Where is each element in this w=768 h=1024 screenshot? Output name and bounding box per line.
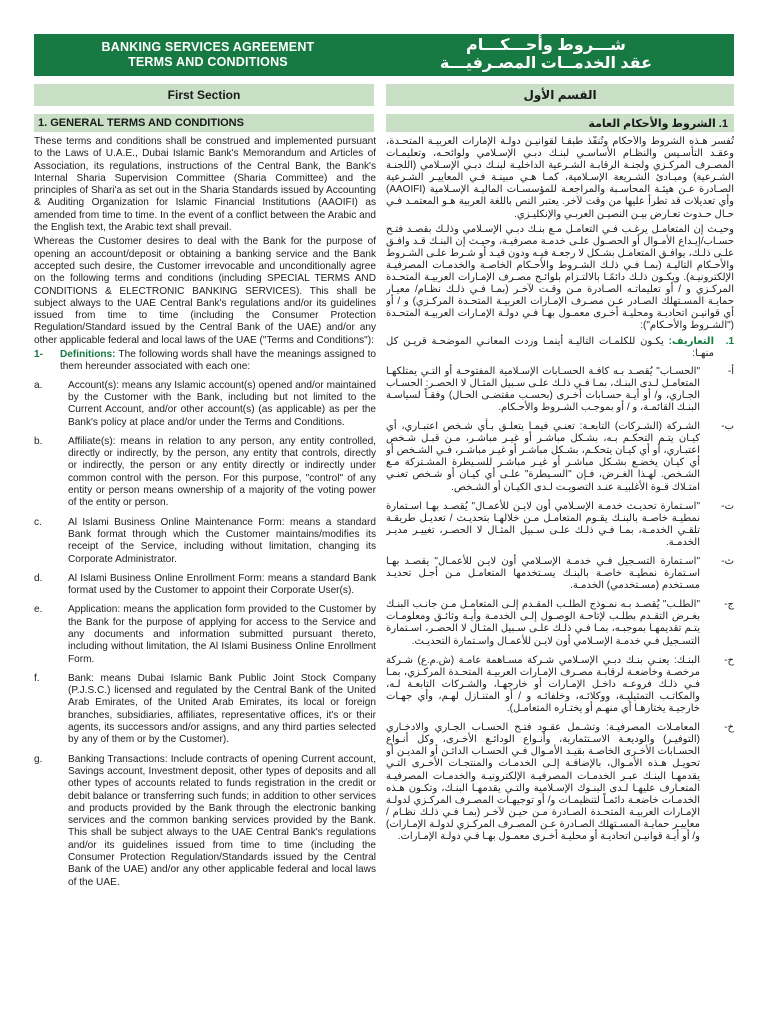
definition-item-ar (386, 421, 734, 494)
item-label: a. (34, 379, 43, 391)
item-label: f. (34, 672, 40, 684)
definition-item-ar (386, 556, 734, 592)
definition-item-ar (386, 501, 734, 549)
definition-item (34, 517, 376, 566)
item-text: Affiliate(s): means in relation to any person, any entity controlled, directly or indirectly, by the person, any entity that controls, directly or indirectly, the person or any entity directly or indirectly under common control with the person. For this purpose, "control" of any entity or person means ownership of a majority of the voting power of the entity or person. (68, 435, 376, 509)
item-label: d. (34, 572, 43, 584)
item-text-ar: المعامـلات المصرفيـة: وتشـمل عقـود فتـح الحسـاب الجـاري والادخـاري (التوفيـر) والوديعـة الاسـتثمارية، وأنـواع الودائـع الأخـرى، وكل أنـواع الحسـابات الأخـرى الخاصـة بقيـد الأمـوال فـي الحسـاب الدائـن أو المديـن أو تحويـل هـذه الأمـوال، بالإضافـة إلـى الخدمـات والمنتجـات الأخـرى التـي يقدمهـا البنـك عبـر الخدمـات المصرفيـة الإلكترونيـة والخدمـات المصرفيـة المتعـارف عليهـا لـدى البنـوك الإسـلامية والتـي يقدمهـا البنـك، وتكـون هـذه الخدمـات خاضعـة دائمـاً لتنظيمـات و/ أو توجيهـات المصـرف المركـزي لدولـة الإمـارات العربيـة المتحـدة الصـادرة مـن حيـن لآخـر (بمـا فـي ذلـك نظـام / معاييـر حمايـة المسـتهلك الصـادرة عـن المصـرف المركـزي لدولـة الإمـارات) و/ أو أيـة قوانيـن اتحاديـة أو محليـة أخـرى معمـول بهـا فـي دولـة الإمـارات. (386, 722, 700, 842)
item-text: Banking Transactions: Include contracts of opening Current account, Savings account, Investment deposit, other types of deposits and all other types of accounts related to funds registration in the credit or debit balance or transferring such funds; in addition to other services and products provided by the Bank through the electronic banking services and the common banking services provided by the Bank. This shall be subject always to the UAE Central Bank's regulations and/or its guidelines issued from time to time (including the Consumer Protection Regulation/Standards issued by the Central Bank of the UAE) and/or any other applicable federal and local laws of the UAE. (68, 753, 376, 888)
item-text-ar: "اسـتمارة تحديـث خدمـة الإسـلامي أون لايـن للأعمـال" يُقصـد بهـا اسـتمارة نمطيـة خاصـة بالبنـك يقـوم المتعامـل مـن خلالهـا بتحديـث / تعديـل طريقـة تلقـي الخدمـة، بمـا فـي ذلـك علـى سـبيل المثـال لا الحصـر، تغييـر مديـر الخدمـة. (386, 500, 700, 548)
item-label: g. (34, 753, 43, 765)
item-text: Account(s): means any Islamic account(s) opened and/or maintained by the Customer with the Bank, including but not limited to the Current Account, and/or other account(s) (as applicable) as per the Bank's policy at place and/or under the Terms and Conditions. (68, 379, 376, 428)
header-title-ar: شـــروط وأحـــكـــام عقد الخدمــات المصـرفيـــة (439, 37, 653, 72)
definitions-text-ar: يكـون للكلمـات التاليـة أينمـا وردت المعانـي الموضحـة قريـن كل منهـا: (386, 335, 714, 359)
definitions-text: The following words shall have the meanings assigned to them hereunder associated with each one: (60, 349, 376, 373)
item-label: c. (34, 516, 42, 528)
item-label-ar: ح- (724, 654, 734, 666)
item-text-ar: "الحسـاب" يُقصـد بـه كافـة الحسـابات الإسـلامية المفتوحـة أو التـي يمتلكهـا المتعامـل لـدى البنـك، بمـا فـي ذلـك علـى سـبيل المثـال لا الحصـر: الحسـاب الجـاري، و/ أو أيـة حسـابات أخـرى (بحسـب مقتضـى الحـال) وفقـاً لسياسـة البنـك القائمـة، و / أو بموجـب الشـروط والأحـكام. (386, 365, 700, 413)
subsection-heading-ar: 1. الشروط والأحكام العامة (386, 114, 734, 132)
definition-item (34, 754, 376, 889)
definitions-heading-ar (386, 336, 734, 360)
definitions-number-ar: 1. (725, 335, 734, 347)
arabic-column (386, 136, 734, 988)
item-label-ar: ب- (721, 421, 734, 433)
item-text: Application: means the application form provided to the Customer by the Bank for the purpose of applying for access to the Service and any documents and information submitted pursuant thereto, including without limitation, the Al Islami Business Online Enrollment Form. (68, 604, 376, 665)
section-heading-ar: القسم الأول (386, 84, 734, 106)
item-text: Al Islami Business Online Maintenance Form: means a standard Bank format through which the Customer maintains/modifies its receipt of the Service, including without limitation, changing its Corporate Administrator. (68, 516, 376, 565)
definition-item-ar (386, 655, 734, 715)
intro-paragraph-1-ar: تُفسر هـذه الشروط والأحكام وتُنفَّذ طبقـاً لقوانيـن دولـة الإمارات العربيـة المتحـدة، وعقـد التأسـيس والنظـام الأساسـي لبنـك دبـي الإسـلامي ولوائحـه، وتعليمـات المصـرف المركـزي ولجنـة الرقابـة الشـرعية الداخليـة لبنـك دبـي الإسـلامي (اللجنـة الشـرعية) ومبـادئ الشـريعة الإسـلامية، كمـا هـي مبينـة فـي المعاييـر الشـرعية الصـادرة عـن هيئـة المحاسـبة والمراجعـة للمؤسسـات الماليـة الإسـلامية (AAOIFI) وأي تعديلات قد تطرأ عليها من وقت لآخر. يعتبر النص باللغة العربية هـو المعتمـد فـي حـال حـدوث تعـارض بيـن النصيـن العربـي والإنكليـزي. (386, 136, 734, 220)
item-label-ar: ج- (724, 599, 734, 611)
document-header (34, 34, 734, 76)
item-label-ar: ت- (721, 500, 734, 512)
item-label: b. (34, 435, 43, 447)
definition-item (34, 436, 376, 510)
definitions-number: 1- (34, 349, 43, 361)
item-text: Bank: means Dubai Islamic Bank Public Joint Stock Company (P.J.S.C.) licensed and regulated by the Central Bank of the United Arab Emirates, of the United Arab Emirates, its local or foreign branches, subsidiaries, affiliates, representative offices, it's or their agents, its successors and/or assigns, and any third parties selected by any of them or by the Customer). (68, 672, 376, 746)
definition-item-ar (386, 722, 734, 843)
item-label: e. (34, 604, 43, 616)
item-text-ar: "اسـتمارة التسـجيل فـي خدمـة الإسـلامي أون لايـن للأعمـال" يقصـد بهـا اسـتمارة نمطيـة خاصـة بالبنـك يسـتخدمها المتعامـل مـن أجـل تحديـد مسـتخدم (مسـتخدمي) الخدمـة. (386, 556, 700, 592)
definitions-term-ar: التعاريف: (668, 335, 714, 347)
definition-item (34, 380, 376, 429)
english-column (34, 136, 376, 988)
header-title-en: BANKING SERVICES AGREEMENT TERMS AND CONDITIONS (101, 40, 315, 69)
definition-item-ar (386, 366, 734, 414)
item-text-ar: البنـك: يعنـي بنـك دبـي الإسـلامي شـركة مسـاهمة عامـة (ش.م.ع) شـركة مرخصـة وخاضعـة لرقابـة مصـرف الإمـارات العربيـة المتحـدة المركـزي، بمـا فـي ذلـك فروعـه داخـل الإمـارات أو خارجهـا، والشـركات التابعـة لـه، والمكاتـب التمثيليـة، ووكلائـه، وخلفائـه و / أو المتنـازل لهـم، وأي جهـات خارجيـة يختارهـا أي منهـم أو يختـاره المتعامـل). (386, 654, 700, 715)
definition-item-ar (386, 599, 734, 647)
definition-item (34, 673, 376, 747)
item-text: Al Islami Business Online Enrollment Form: means a standard Bank format used by the Customer to appoint their Corporate User(s). (68, 572, 376, 597)
definition-item (34, 604, 376, 665)
definitions-heading (34, 349, 376, 374)
intro-paragraph-1: These terms and conditions shall be construed and implemented pursuant to the Laws of U.A.E., Dubai Islamic Bank's Memorandum and Articles of Association, its regulations, instructions of the Central Bank, the Bank's Internal Sharia Supervision Committee (Sharia Committee) and the principles of Shari'a as set out in the Sharia Standards issued by Accounting & Auditing Organization for Islamic Financial Institutions (AAOIFI) as amended from time to time. In the event of a conflict between the Arabic and the English text, the Arabic text shall prevail. (34, 136, 376, 234)
item-text-ar: "الطلـب" يُقصـد بـه نمـوذج الطلـب المقـدم إلـى المتعامـل مـن جانـب البنـك بغـرض التقـدم بطلـب لإتاحـة الوصـول إلـى الخدمـة وأيـة وثائـق ومعلومـات يتـم تقديمهـا بموجبـه، بمـا فـي ذلـك علـى سـبيل المثـال لا الحصـر، اسـتمارة التسـجيل فـي خدمـة الإسـلامي أون لايـن للأعمـال واسـتمارة التحديـث. (386, 599, 700, 647)
item-label-ar: خ- (724, 722, 734, 734)
section-heading-en: First Section (34, 84, 374, 106)
item-label-ar: أ- (727, 365, 734, 377)
definitions-term: Definitions: (60, 349, 116, 361)
subsection-heading-en: 1. GENERAL TERMS AND CONDITIONS (34, 114, 374, 132)
definition-item (34, 573, 376, 598)
item-label-ar: ث- (721, 556, 734, 567)
intro-paragraph-2: Whereas the Customer desires to deal with the Bank for the purpose of opening an account/deposit or obtaining a banking service and the Bank accepted such desire, the Customer irrevocable and unconditionally agree on the following terms and conditions (including SPECIAL TERMS AND CONDITIONS & ELECTRONIC BANKING SERVICES). This shall be subject always to the UAE Central Bank's regulations and/or its guidelines issued from time to time (including the Consumer Protection Regulation/Standard issued by the Central Bank of the UAE) and/or any other applicable federal and local laws of the UAE ("Terms and Conditions"): (34, 236, 376, 346)
item-text-ar: الشـركة (الشـركات) التابعـة: تعنـي فيمـا يتعلـق بـأي شـخص اعتبـاري، أي كيـان يتـم التحكـم بـه، بشـكل مباشـر أو غيـر مباشـر، مـن قبـل شـخص اعتبـاري، أو أي كيـان يتحكـم، بشـكل مباشـر أو غيـر مباشـر، فـي الشـخص أو أي كيـان يخضـع بشـكل مباشـر أو غيـر مباشـر للسـيطرة المشـتركة مـع الشـخص. لهـذا الغـرض، فـإن "السـيطرة" علـى أي كيـان أو شـخص تعنـي امتـلاك قـوة الأغلبيـة عنـد التصويـت لـدى الكيـان أو الشـخص. (386, 421, 700, 493)
intro-paragraph-2-ar: وحيـث إن المتعامـل يرغـب فـي التعامـل مـع بنـك دبـي الإسـلامي وذلـك بقصـد فتـح حسـاب/إيـداع الأمـوال أو الحصـول علـى خدمـة مصرفيـة، وحيـث إن البنـك قـد وافـق علـى ذلـك، يوافـق المتعامـل بشـكل لا رجعـة فيـه ودون قيـد أو شـرط علـى الشـروط والأحـكام التاليـة (بمـا فـي ذلـك الشـروط والأحـكام الخاصـة والخدمـات المصرفيـة الإلكترونيـة). ويكـون ذلـك دائمًـا بالالتـزام بلوائـح مصـرف الإمـارات العربيـة المتحـدة المركـزي و / أو تعليماتـه الصـادرة مـن وقـت لآخـر (بمـا فـي ذلـك نظـام/ معيـار حمايـة المسـتهلك الصـادر عـن مصـرف الإمـارات العربيـة المتحـدة المركـزي) و / أو أي قوانيـن اتحاديـة ومحليـة أخـرى معمـول بهـا فـي دولـة الإمـارات العربيـة المتحـدة ("الشـروط والأحـكام"): (386, 223, 734, 332)
